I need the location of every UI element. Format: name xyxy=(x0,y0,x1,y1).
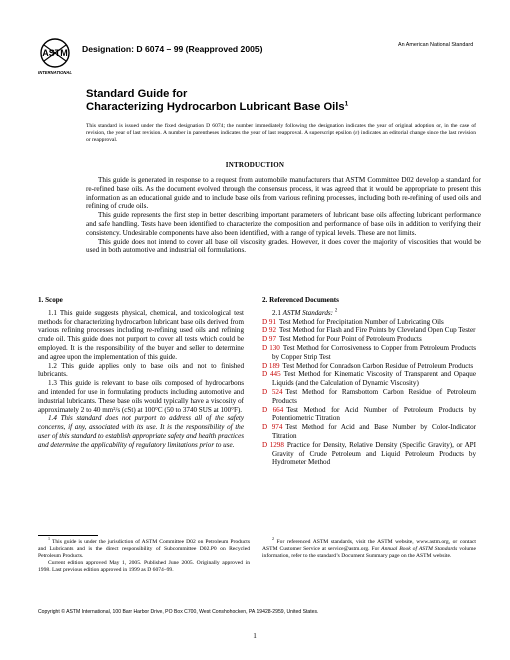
footnote-rule xyxy=(38,535,98,536)
copyright-line: Copyright © ASTM International, 100 Barr Harbor Drive, PO Box C700, West Conshohocken, PA 19428-2959, United States. xyxy=(38,609,319,615)
page-number: 1 xyxy=(253,632,257,640)
footnote-2-text-b: volume information, refer to the standard’s Document Summary page on the ASTM website. xyxy=(262,545,476,559)
footnote-1 xyxy=(38,536,250,574)
footnote-2-book-title: Annual Book of ASTM Standards xyxy=(381,545,458,552)
reference-link-d524[interactable]: D 524 xyxy=(262,387,283,396)
introduction-heading: INTRODUCTION xyxy=(225,161,285,169)
title-main: Characterizing Hydrocarbon Lubricant Base Oils xyxy=(86,101,345,113)
reference-item xyxy=(262,388,476,406)
reference-item xyxy=(262,326,476,335)
reference-link-d91[interactable]: D 91 xyxy=(262,317,276,326)
reference-link-d92[interactable]: D 92 xyxy=(262,326,276,335)
reference-item xyxy=(262,423,476,441)
references-footnote-mark: 2 xyxy=(334,308,338,314)
title-footnote-mark: 1 xyxy=(344,100,349,108)
logo-bottom-text: INTERNATIONAL xyxy=(38,70,72,75)
introduction-body xyxy=(86,176,481,255)
footnote-1-edition: Current edition approved May 1, 2005. Published June 2005. Originally approved in 1998. Last previous edition approved in 1999 as D 6074–99. xyxy=(38,559,250,573)
references-intro-label: ASTM Standards: xyxy=(282,308,334,317)
reference-title: Test Method for Precipitation Number of Lubricating Oils xyxy=(279,317,444,326)
references-heading: 2. Referenced Documents xyxy=(262,296,339,304)
title-line-1: Standard Guide for xyxy=(86,88,188,100)
reference-title: Test Method for Acid Number of Petroleum Products by Potentiometric Titration xyxy=(272,405,476,423)
scope-paragraph-1-1: 1.1 This guide suggests physical, chemical, and toxicological test methods for characterizing hydrocarbon lubricant base oils derived from various refining processes including re-refining used oils and refining crude oil. This guide does not purport to cover all tests which could be employed. It is the responsibility of the buyer and seller to determine and agree upon the implementation of this guide. xyxy=(38,308,244,361)
designation: Designation: D 6074 – 99 (Reapproved 2005) xyxy=(82,44,263,54)
scope-paragraph-1-4: 1.4 This standard does not purport to address all of the safety concerns, if any, associated with its use. It is the responsibility of the user of this standard to establish appropriate safety and health practices and determine the applicability of regulatory limitations prior to use. xyxy=(38,414,244,449)
reference-title: Test Method for Corrosiveness to Copper from Petroleum Products by Copper Strip Test xyxy=(272,343,476,361)
footnote-2 xyxy=(262,536,476,560)
reference-title: Test Method for Kinematic Viscosity of Transparent and Opaque Liquids (and the Calculation of Dynamic Viscosity) xyxy=(272,370,476,388)
astm-logo xyxy=(38,36,72,78)
reference-list xyxy=(262,318,476,468)
national-standard-label: An American National Standard xyxy=(398,42,474,48)
reference-link-d97[interactable]: D 97 xyxy=(262,335,276,344)
reference-title: Test Method for Ramsbottom Carbon Residue of Petroleum Products xyxy=(272,387,476,405)
reference-link-d974[interactable]: D 974 xyxy=(262,423,283,432)
scope-paragraph-1-3: 1.3 This guide is relevant to base oils composed of hydrocarbons and intended for use in formulating products including automotive and industrial lubricants. These base oils would typically have a viscosity of approximately 2 to 40 mm²/s (cSt) at 100°C (50 to 3740 SUS at 100°F). xyxy=(38,379,244,414)
scope-heading: 1. Scope xyxy=(38,296,63,304)
reference-item xyxy=(262,344,476,362)
reference-item xyxy=(262,318,476,327)
document-title xyxy=(86,88,348,114)
reference-link-d445[interactable]: D 445 xyxy=(262,370,281,379)
reference-item xyxy=(262,362,476,371)
intro-paragraph: This guide does not intend to cover all base oil viscosity grades. However, it does cover the majority of viscosities that would be used in both automotive and industrial oil formulations. xyxy=(86,237,481,255)
scope-paragraph-1-2: 1.2 This guide applies only to base oils and not to finished lubricants. xyxy=(38,361,244,379)
footnote-1-mark: 1 xyxy=(48,536,50,542)
logo-mark-text: ASTM xyxy=(42,48,68,58)
reference-link-d189[interactable]: D 189 xyxy=(262,361,280,370)
reference-link-d664[interactable]: D 664 xyxy=(262,405,284,414)
reference-link-d1298[interactable]: D 1298 xyxy=(262,440,284,449)
reference-title: Test Method for Flash and Fire Points by Cleveland Open Cup Tester xyxy=(279,326,476,335)
reference-link-d130[interactable]: D 130 xyxy=(262,343,280,352)
reference-title: Test Method for Conradson Carbon Residue of Petroleum Products xyxy=(282,361,474,370)
reference-item xyxy=(262,370,476,388)
references-intro xyxy=(272,309,476,318)
referenced-documents-section xyxy=(262,296,476,467)
designation-notice: This standard is issued under the fixed designation D 6074; the number immediately following the designation indicates the year of original adoption or, in the case of revision, the year of last revision. A number in parentheses indicates the year of last reapproval. A superscript epsilon (ε) indicates an editorial change since the last revision or reapproval. xyxy=(86,123,476,143)
footnote-2-mark: 2 xyxy=(272,536,274,542)
footnote-1-text: This guide is under the jurisdiction of ASTM Committee D02 on Petroleum Products and Lubricants and is the direct responsibility of Subcommittee D02.P0 on Recycled Petroleum Products. xyxy=(38,539,250,559)
reference-title: Test Method for Acid and Base Number by Color-Indicator Titration xyxy=(272,423,476,440)
reference-title: Practice for Density, Relative Density (Specific Gravity), or API Gravity of Crude Petroleum and Liquid Petroleum Products by Hydrometer Method xyxy=(272,440,476,467)
reference-title: Test Method for Pour Point of Petroleum Products xyxy=(279,335,422,344)
footnote-2-text-a: For referenced ASTM standards, visit the ASTM website, www.astm.org, or contact ASTM Customer Service at service@astm.org. For xyxy=(262,539,476,552)
reference-item xyxy=(262,441,476,467)
scope-section xyxy=(38,296,244,450)
footnote-block-right xyxy=(262,535,476,560)
reference-item xyxy=(262,335,476,344)
reference-item xyxy=(262,406,476,424)
references-intro-number: 2.1 xyxy=(272,308,283,317)
footnote-block-left xyxy=(38,535,250,574)
intro-paragraph: This guide is generated in response to a request from automobile manufacturers that ASTM Committee D02 develop a standard for re-refined base oils. As the document evolved through the consensus process, it was agreed that it would be appropriate to present this information as an educational guide and to include base oils from various refining processes, including both re-refining of used oils and refining of crude oils. xyxy=(86,176,481,211)
intro-paragraph: This guide represents the first step in better describing important parameters of lubricant base oils affecting lubricant performance and safe handling. Tests have been identified to characterize the composition and performance of base oils in addition to verifying their consistency. Undesirable components have also been identified, with a range of typical levels. These are not limits. xyxy=(86,211,481,237)
title-line-2 xyxy=(86,101,348,114)
